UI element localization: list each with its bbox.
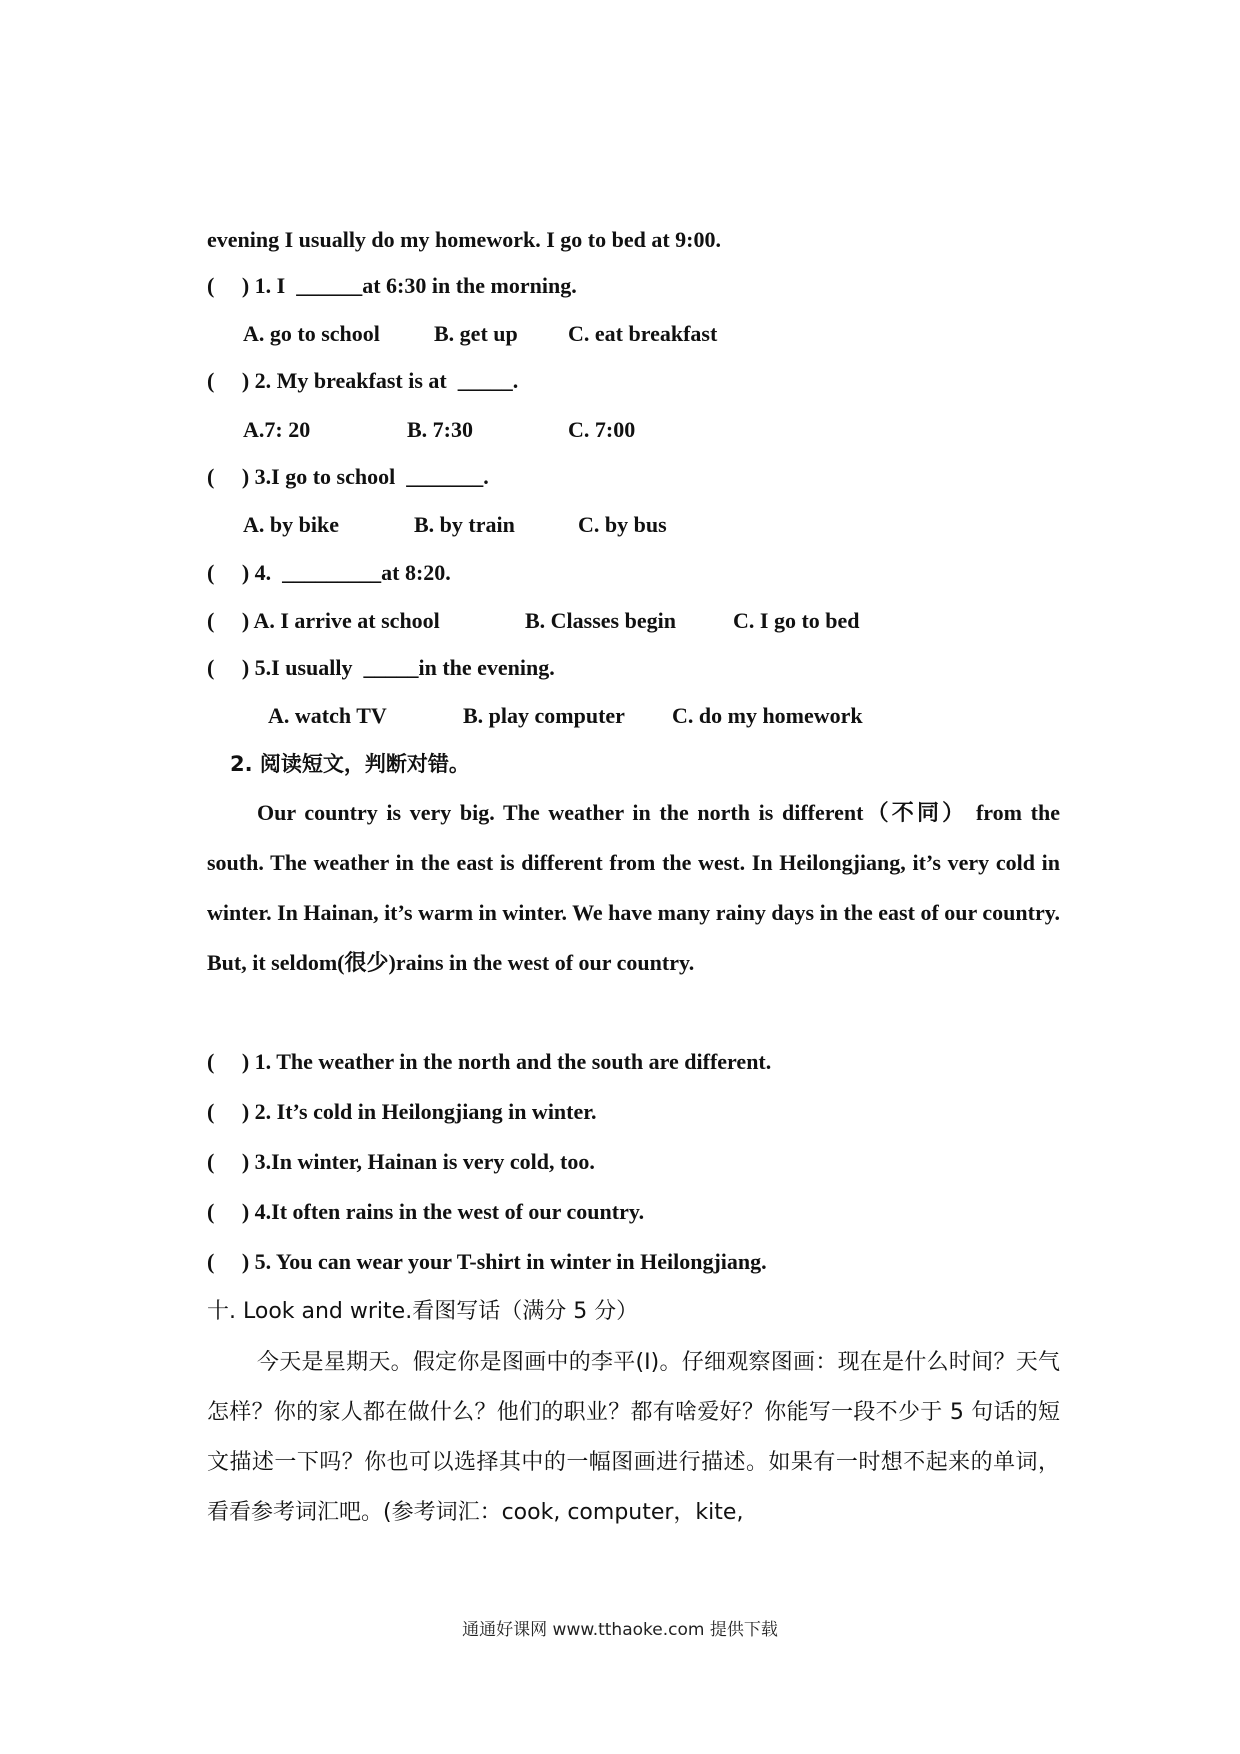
question-2-option-c: C. 7:00 — [568, 417, 636, 442]
question-5-option-c: C. do my homework — [672, 703, 863, 728]
question-3-option-c: C. by bus — [578, 512, 667, 537]
statement-4: ( ) 4.It often rains in the west of our country. — [207, 1199, 645, 1224]
question-4-option-a: ( ) A. I arrive at school — [207, 608, 440, 633]
question-3-stem: ( ) 3.I go to school _______. — [207, 464, 489, 489]
question-1-stem: ( ) 1. I ______at 6:30 in the morning. — [207, 273, 577, 298]
statement-2: ( ) 2. It’s cold in Heilongjiang in winter. — [207, 1099, 597, 1124]
question-4-stem: ( ) 4. _________at 8:20. — [207, 560, 451, 585]
question-2-option-a: A.7: 20 — [243, 417, 311, 442]
footer-credit: 通通好课网 www.tthaoke.com 提供下载 — [462, 1620, 778, 1640]
question-1-option-c: C. eat breakfast — [568, 321, 718, 346]
question-4-option-c: C. I go to bed — [733, 608, 860, 633]
question-1-option-b: B. get up — [434, 321, 518, 346]
question-3-option-b: B. by train — [414, 512, 515, 537]
statement-5: ( ) 5. You can wear your T-shirt in winter in Heilongjiang. — [207, 1249, 767, 1274]
question-5-stem: ( ) 5.I usually _____in the evening. — [207, 655, 555, 680]
question-2-stem: ( ) 2. My breakfast is at _____. — [207, 368, 519, 393]
section-10-title: 十. Look and write.看图写话（满分 5 分） — [207, 1299, 639, 1324]
question-5-option-b: B. play computer — [463, 703, 625, 728]
question-3-option-a: A. by bike — [243, 512, 339, 537]
part2-heading: 2. 阅读短文，判断对错。 — [230, 752, 470, 776]
section-10-instructions: 今天是星期天。假定你是图画中的李平(I)。仔细观察图画：现在是什么时间？天气怎样？你的家人都在做什么？他们的职业？都有啥爱好？你能写一段不少于 5 句话的短文描述一下吗？你也可以选择其中的一幅图画进行描述。如果有一时想不起来的单词，看看参考词汇吧。(参考词汇：cook, computer，kite, — [207, 1350, 1060, 1525]
statement-1: ( ) 1. The weather in the north and the south are different. — [207, 1049, 772, 1074]
question-5-option-a: A. watch TV — [268, 703, 387, 728]
question-2-option-b: B. 7:30 — [407, 417, 473, 442]
statement-3: ( ) 3.In winter, Hainan is very cold, too. — [207, 1149, 595, 1174]
question-4-option-b: B. Classes begin — [525, 608, 676, 633]
question-1-option-a: A. go to school — [243, 321, 380, 346]
reading-passage: Our country is very big. The weather in the north is different（不同） from the south. The weather in the east is different from the west. In Heilongjiang, it’s very cold in winter. In Hainan, it’s warm in winter. We have many rainy days in the east of our country. But, it seldom(很少)rains in the west of our country. — [207, 800, 1060, 975]
intro-line: evening I usually do my homework. I go to bed at 9:00. — [207, 227, 721, 252]
